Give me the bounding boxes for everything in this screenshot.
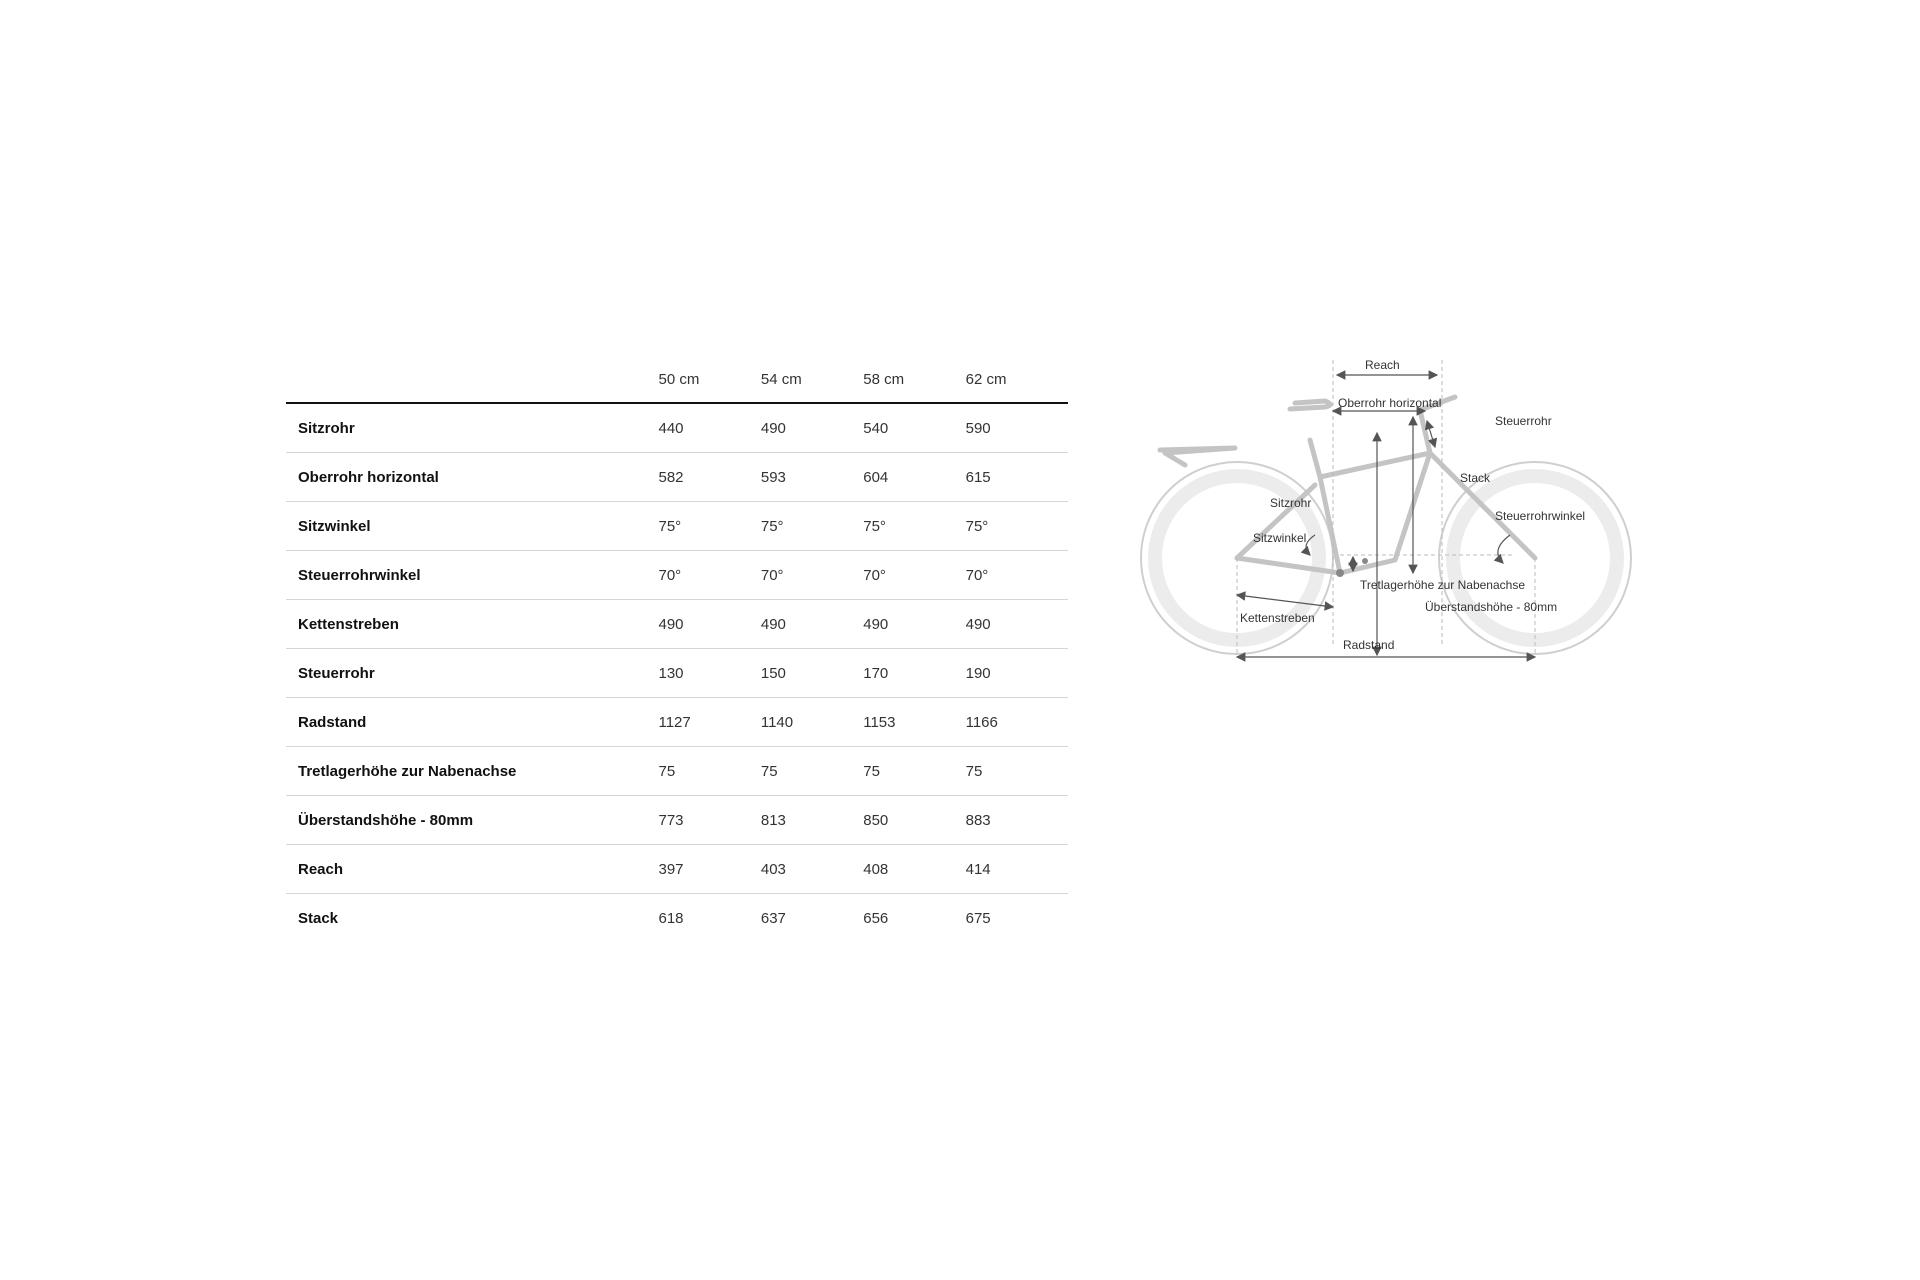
table-cell: 414 xyxy=(966,845,1068,894)
table-cell: 1153 xyxy=(863,698,965,747)
table-cell: 75° xyxy=(658,502,760,551)
label-reach: Reach xyxy=(1365,358,1400,372)
table-cell: 850 xyxy=(863,796,965,845)
geometry-table xyxy=(286,356,1068,942)
table-row xyxy=(286,796,1068,845)
column-header: 54 cm xyxy=(761,356,863,403)
table-cell: 75 xyxy=(966,747,1068,796)
table-cell: 490 xyxy=(863,600,965,649)
table-row xyxy=(286,845,1068,894)
column-header: 62 cm xyxy=(966,356,1068,403)
label-ueberstandshoehe: Überstandshöhe - 80mm xyxy=(1425,600,1558,614)
table-cell: 1140 xyxy=(761,698,863,747)
table-cell: 408 xyxy=(863,845,965,894)
table-cell: 170 xyxy=(863,649,965,698)
table-cell: 70° xyxy=(966,551,1068,600)
table-header-empty xyxy=(286,356,658,403)
table-cell: 397 xyxy=(658,845,760,894)
table-cell: 75° xyxy=(761,502,863,551)
table-cell: 403 xyxy=(761,845,863,894)
table-row xyxy=(286,453,1068,502)
table-cell: 490 xyxy=(761,403,863,453)
table-cell: 75° xyxy=(863,502,965,551)
row-label: Tretlagerhöhe zur Nabenachse xyxy=(286,747,658,796)
label-steuerrohr: Steuerrohr xyxy=(1495,414,1552,428)
bike-geometry-diagram xyxy=(1125,345,1645,665)
table-cell: 1127 xyxy=(658,698,760,747)
table-cell: 593 xyxy=(761,453,863,502)
label-steuerrohrwinkel: Steuerrohrwinkel xyxy=(1495,509,1586,523)
table-cell: 70° xyxy=(863,551,965,600)
row-label: Radstand xyxy=(286,698,658,747)
label-tretlagerhoehe: Tretlagerhöhe zur Nabenachse xyxy=(1360,578,1525,592)
table-cell: 813 xyxy=(761,796,863,845)
column-header: 58 cm xyxy=(863,356,965,403)
table-cell: 150 xyxy=(761,649,863,698)
table-cell: 1166 xyxy=(966,698,1068,747)
table-row xyxy=(286,747,1068,796)
table-cell: 883 xyxy=(966,796,1068,845)
table-cell: 675 xyxy=(965,909,991,927)
table-row xyxy=(286,600,1068,649)
row-label: Reach xyxy=(286,845,658,894)
table-row xyxy=(286,649,1068,698)
table-cell: 70° xyxy=(761,551,863,600)
row-label: Steuerrohr xyxy=(286,649,658,698)
label-stack: Stack xyxy=(1460,471,1491,485)
table-cell: 618 xyxy=(658,909,684,927)
row-label: Sitzwinkel xyxy=(286,502,658,551)
table-cell: 656 xyxy=(863,909,889,927)
table-cell: 130 xyxy=(658,649,760,698)
table-cell: 70° xyxy=(658,551,760,600)
row-label: Sitzrohr xyxy=(286,403,658,453)
row-label: Oberrohr horizontal xyxy=(286,453,658,502)
table-cell: 590 xyxy=(966,403,1068,453)
label-radstand: Radstand xyxy=(1343,638,1395,652)
row-label: Stack xyxy=(298,909,339,927)
table-cell: 490 xyxy=(761,600,863,649)
table-cell: 490 xyxy=(658,600,760,649)
table-cell: 604 xyxy=(863,453,965,502)
table-cell: 75 xyxy=(658,747,760,796)
table-cell: 615 xyxy=(966,453,1068,502)
table-row xyxy=(286,894,1068,943)
table-cell: 75 xyxy=(863,747,965,796)
table-cell: 582 xyxy=(658,453,760,502)
table-cell: 440 xyxy=(658,403,760,453)
table-row xyxy=(286,698,1068,747)
table-cell: 773 xyxy=(658,796,760,845)
label-sitzrohr: Sitzrohr xyxy=(1270,496,1312,510)
table-cell: 75° xyxy=(966,502,1068,551)
label-sitzwinkel: Sitzwinkel xyxy=(1253,531,1307,545)
row-label: Überstandshöhe - 80mm xyxy=(286,796,658,845)
row-label: Steuerrohrwinkel xyxy=(286,551,658,600)
table-row xyxy=(286,403,1068,453)
table-cell: 75 xyxy=(761,747,863,796)
table-cell: 190 xyxy=(966,649,1068,698)
label-kettenstreben: Kettenstreben xyxy=(1240,611,1315,625)
row-label: Kettenstreben xyxy=(286,600,658,649)
column-header: 50 cm xyxy=(658,356,760,403)
label-oberrohr-horizontal: Oberrohr horizontal xyxy=(1338,396,1442,410)
table-row xyxy=(286,502,1068,551)
table-header-row xyxy=(286,356,1068,403)
table-cell: 490 xyxy=(966,600,1068,649)
table-cell: 637 xyxy=(760,909,786,927)
table-row xyxy=(286,551,1068,600)
table-cell: 540 xyxy=(863,403,965,453)
